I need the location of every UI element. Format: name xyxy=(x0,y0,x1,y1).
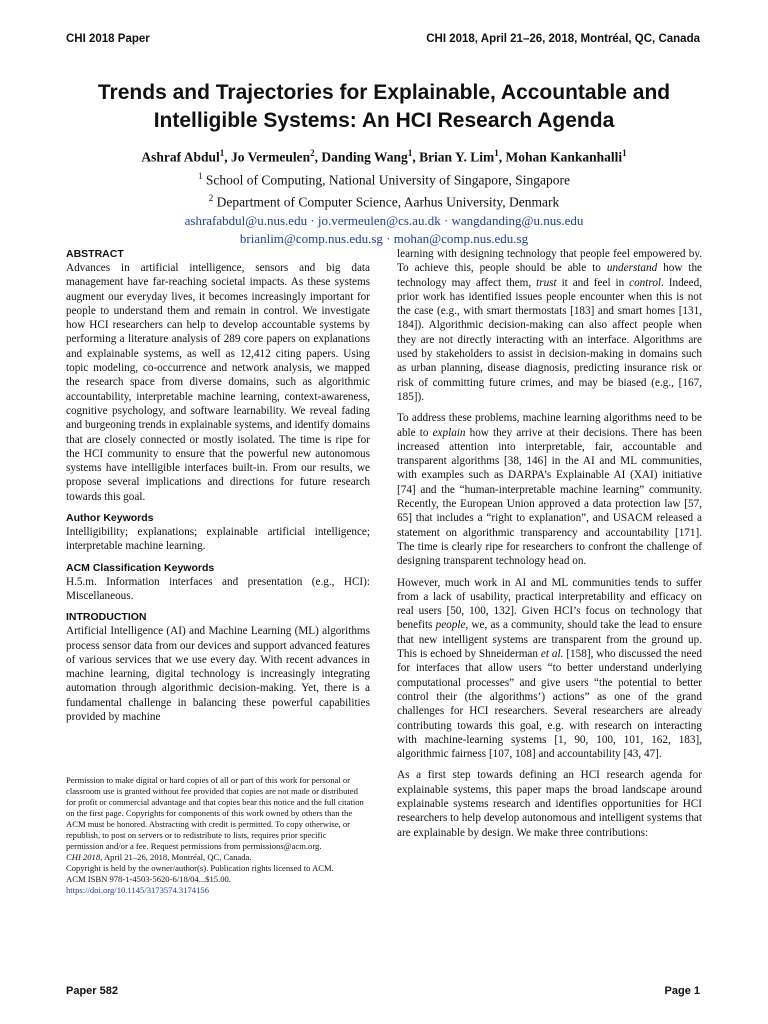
affiliation-2 xyxy=(40,189,728,212)
introduction-text: Artificial Intelligence (AI) and Machine Learning (ML) algorithms process sensor data from our devices and support advanced features of various services that we use every day. With recent advances in machine learning, digital technology is increasingly integrating automation through algorithmic decision-making. Yet, there is a fundamental challenge in balancing these powerful capabilities provided by machine xyxy=(66,625,370,724)
author-affiliation-mark: 1 xyxy=(622,148,627,158)
author-name: Jo Vermeulen xyxy=(231,149,311,165)
author-name: Danding Wang xyxy=(321,149,408,165)
author-separator: , xyxy=(498,149,506,165)
intro-paragraph-4: As a first step towards defining an HCI research agenda for explainable systems, this paper maps the broad landscape around explainable systems research and identifies opportunities for HCI researchers to help develop autonomous and intelligent systems that are explainable by design. We make three contributions: xyxy=(397,769,702,839)
author-separator: , xyxy=(314,149,322,165)
venue-name: CHI 2018 xyxy=(66,852,101,862)
affiliation-mark: 1 xyxy=(198,170,203,181)
right-column xyxy=(397,247,702,847)
paper-title-line-1: Trends and Trajectories for Explainable, Accountable and xyxy=(97,81,671,104)
venue-line xyxy=(66,852,366,863)
affiliation-text: School of Computing, National University of Singapore, Singapore xyxy=(205,172,570,187)
emphasis: understand xyxy=(606,262,658,275)
text-run: , we, as a community, should take the lead to ensure that new intelligent systems are transparent from the ground up. This is echoed by Shneiderman xyxy=(397,619,702,661)
abstract-heading: ABSTRACT xyxy=(66,248,124,260)
text-run: However, much work in AI and ML communities tends to suffer from a lack of usability, practical interpretability and efficacy on real users [50, 100, 132]. Given HCI’s focus on technology that benefits xyxy=(397,576,702,632)
abstract-text: Advances in artificial intelligence, sensors and big data management have far-reaching societal impacts. As these systems augment our everyday lives, it becomes increasingly important for people to understand them and remain in control. We investigate how HCI researchers can help to develop accountable systems by performing a literature analysis of 289 core papers on explanations and explainable systems, as well as 12,412 citing papers. Using topic modeling, co-occurrence and network analysis, we mapped the research space from diverse domains, such as algorithmic accountability, interpretable machine learning, context-awareness, cognitive psychology, and software learnability. We reveal fading and burgeoning trends in explainable systems, and identify domains that are closely connected or mostly isolated. The time is ripe for the HCI community to ensure that the powerful new autonomous systems have intelligible interfaces built-in. From our results, we propose several implications and directions for future research towards this goal. xyxy=(66,262,370,503)
affiliation-1 xyxy=(40,167,728,190)
author-emails-line-2: brianlim@comp.nus.edu.sg · mohan@comp.nus.edu.sg xyxy=(239,230,529,246)
acm-classification-text: H.5.m. Information interfaces and presentation (e.g., HCI): Miscellaneous. xyxy=(66,575,370,602)
emphasis: et al. xyxy=(540,648,564,661)
introduction-heading: INTRODUCTION xyxy=(66,611,147,624)
intro-paragraph-2 xyxy=(397,411,702,568)
intro-paragraph-1 xyxy=(397,247,702,404)
author-affiliation-mark: 1 xyxy=(219,148,225,158)
author-separator: , xyxy=(224,149,232,165)
running-header-left: CHI 2018 Paper xyxy=(66,33,150,45)
text-run: how the technology may affect them, xyxy=(397,262,702,289)
text-run: To address these problems, machine learning algorithms need to be able to xyxy=(397,412,702,439)
text-run: [158], who discussed the need for interfaces that allow users “to better understand underlying computational processes” and give users “the potential to better control their (the algorithms’) actions” as one of the grand challenges for HCI researchers. Several researchers are already contributing towards this goal, e.g. with research on interacting with machine-learning systems [1, 90, 100, 101, 162, 183], algorithmic fairness [107, 108] and accountability [43, 47]. xyxy=(397,648,703,761)
text-run: it and feel in xyxy=(556,276,630,289)
copyright-line: Copyright is held by the owner/author(s). Publication rights licensed to ACM. xyxy=(66,863,334,873)
intro-paragraph-3 xyxy=(397,576,702,762)
author-names xyxy=(40,144,728,167)
author-block xyxy=(40,144,728,248)
paper-title xyxy=(40,79,728,135)
footer-paper-number: Paper 582 xyxy=(66,985,118,997)
text-run: how they arrive at their decisions. There has been increased attention into interpretable, fair, accountable and transparent algorithms [38, 146] in the AI and ML communities, with examples such as DARPA’s Explainable AI (XAI) initiative [74] and the “human-interpretable machine learning” community. Recently, the European Union approved a data protection law [57, 65] that includes a “right to explanation”, and USACM released a statement on algorithmic transparency and accountability [171]. The time is clearly ripe for researchers to confront the challenge of designing transparent technology head on. xyxy=(397,426,702,568)
author-name: Ashraf Abdul xyxy=(141,149,220,165)
copyright-notice xyxy=(66,775,366,896)
permission-statement: Permission to make digital or hard copies of all or part of this work for personal or classroom use is granted without fee provided that copies are not made or distributed for profit or commercial advantage and that copies bear this notice and the full citation on the first page. Copyrights for components of this work owned by others than the ACM must be honored. Abstracting with credit is permitted. To copy otherwise, or republish, to post on servers or to redistribute to lists, requires prior specific permission and/or a fee. Request permissions from permissions@acm.org. xyxy=(66,775,364,851)
affiliation-mark: 2 xyxy=(208,193,214,203)
footer-page-number: Page 1 xyxy=(664,985,700,997)
author-separator: , xyxy=(412,149,420,165)
author-keywords-heading: Author Keywords xyxy=(66,512,154,525)
doi-link[interactable]: https://doi.org/10.1145/3173574.3174156 xyxy=(66,885,209,895)
left-column xyxy=(66,247,370,731)
emphasis: trust xyxy=(536,276,557,289)
text-run: learning with designing technology that people feel empowered by. To achieve this, people should be able to xyxy=(397,248,702,275)
author-name: Mohan Kankanhalli xyxy=(505,149,623,165)
author-affiliation-mark: 1 xyxy=(407,148,413,158)
emphasis: people xyxy=(435,619,466,632)
isbn-line: ACM ISBN 978-1-4503-5620-6/18/04...$15.00. xyxy=(66,874,231,884)
author-affiliation-mark: 1 xyxy=(494,148,499,158)
author-affiliation-mark: 2 xyxy=(310,148,315,158)
author-name: Brian Y. Lim xyxy=(419,149,495,165)
author-keywords-text: Intelligibility; explanations; explainable artificial intelligence; interpretable machine learning. xyxy=(66,526,370,553)
emphasis: control xyxy=(629,276,662,289)
author-emails-line-1: ashrafabdul@u.nus.edu · jo.vermeulen@cs.au.dk · wangdanding@u.nus.edu xyxy=(184,212,584,228)
venue-details: , April 21–26, 2018, Montréal, QC, Canada. xyxy=(100,852,252,862)
text-run: . Indeed, prior work has identified issues people encounter when this is not the case (e.g., with smart thermostats [183] and smart homes [131, 184]). Algorithmic decision-making can also affect people when they are not directly interacting with an interface. Algorithms are used by stakeholders to assist in decision-making in domains such as urban planning, disease diagnosis, predicting insurance risk or risk of committing future crimes, and may be biased (e.g., [167, 185]). xyxy=(397,276,702,403)
emphasis: explain xyxy=(432,426,466,439)
running-header-right: CHI 2018, April 21–26, 2018, Montréal, QC, Canada xyxy=(426,33,700,45)
paper-title-line-2: Intelligible Systems: An HCI Research Agenda xyxy=(153,109,615,132)
affiliation-text: Department of Computer Science, Aarhus University, Denmark xyxy=(216,194,560,210)
acm-classification-heading: ACM Classification Keywords xyxy=(66,561,215,574)
